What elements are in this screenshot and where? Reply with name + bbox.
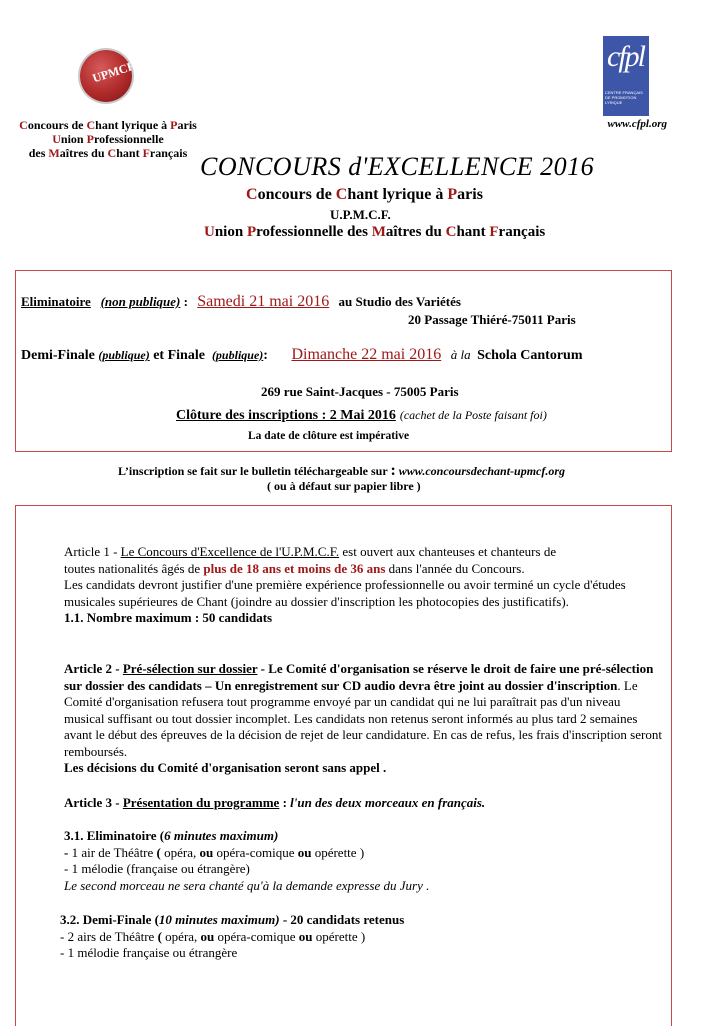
header-line-3: des Maîtres du Chant Français	[28, 146, 188, 160]
title-line-4: Union Professionnelle des Maîtres du Chant Français	[204, 224, 546, 240]
article-2: Article 2 - Pré-sélection sur dossier - Le Comité d'organisation se réserve le droit de faire une pré-sélection sur dossier des candidats – Un enregistrement sur CD audio devra être joint au dossier d'inscription. Le Comité d'organisation refusera tout programme envoyé par un candidat qui ne lui paraîtrait pas d'un niveau musical suffisant ou tout dossier incomplet. Les candidats non retenus seront informés au plus tard 2 semaines avant le début des épreuves de la décision de rejet de leur candidature. En cas de refus, les frais d'inscription seront remboursés. Les décisions du Comité d'organisation seront sans appel .	[64, 661, 662, 775]
eliminatoire-line: Eliminatoire (non publique) : Samedi 21 mai 2016 au Studio des Variétés	[21, 293, 461, 310]
header-line-2: Union Professionnelle	[52, 132, 164, 146]
title-line-3: U.P.M.C.F.	[330, 207, 391, 222]
upmcf-logo-text: UPMCF	[90, 58, 137, 86]
finale-line: Demi-Finale (publique) et Finale (publique): Dimanche 22 mai 2016 à la Schola Cantorum	[21, 346, 583, 363]
cfpl-logo-text: cfpl	[607, 40, 644, 73]
article-3: Article 3 - Présentation du programme : l'un des deux morceaux en français.	[64, 795, 486, 810]
closing-imperative: La date de clôture est impérative	[248, 430, 410, 442]
inscription-alt: ( ou à défaut sur papier libre )	[267, 479, 421, 493]
inscription-url[interactable]: www.concoursdechant-upmcf.org	[398, 464, 566, 478]
section-3-2: 3.2. Demi-Finale (10 minutes maximum) - 20 candidats retenus - 2 airs de Théâtre ( opéra, ou opéra-comique ou opérette ) - 1 mélodie française ou étrangère	[60, 912, 405, 960]
eliminatoire-date: Samedi 21 mai 2016	[197, 293, 330, 310]
page-title: CONCOURS d'EXCELLENCE 2016	[200, 152, 595, 181]
article-1: Article 1 - Le Concours d'Excellence de l'U.P.M.C.F. est ouvert aux chanteuses et chanteurs de toutes nationalités âgés de plus de 18 ans et moins de 36 ans dans l'année du Concours. Les candidats devront justifier d'une première expérience professionnelle ou avoir terminé un cycle d'études musicales supérieures de Chant (joindre au dossier d'inscription les photocopies des justificatifs). 1.1. Nombre maximum : 50 candidats	[64, 544, 626, 625]
upmcf-logo	[80, 50, 137, 102]
eliminatoire-address: 20 Passage Thiéré-75011 Paris	[408, 312, 576, 327]
closing-line: Clôture des inscriptions : 2 Mai 2016 (cachet de la Poste faisant foi)	[176, 408, 547, 423]
inscription-line: L’inscription se fait sur le bulletin téléchargeable sur : www.concoursdechant-upmcf.org	[118, 462, 566, 479]
section-3-1: 3.1. Eliminatoire (6 minutes maximum) - 1 air de Théâtre ( opéra, ou opéra-comique ou opérette ) - 1 mélodie (française ou étrangère) Le second morceau ne sera chanté qu'à la demande expresse du Jury .	[64, 828, 430, 893]
title-line-2: Concours de Chant lyrique à Paris	[246, 186, 483, 203]
cfpl-logo-caption: CENTRE FRANÇAIS DE PROMOTION LYRIQUE	[605, 90, 643, 105]
website-link[interactable]: www.cfpl.org	[607, 118, 667, 130]
cfpl-logo	[603, 36, 649, 116]
finale-date: Dimanche 22 mai 2016	[291, 346, 442, 363]
header-line-1: Concours de Chant lyrique à Paris	[19, 118, 197, 132]
finale-address: 269 rue Saint-Jacques - 75005 Paris	[261, 384, 459, 399]
